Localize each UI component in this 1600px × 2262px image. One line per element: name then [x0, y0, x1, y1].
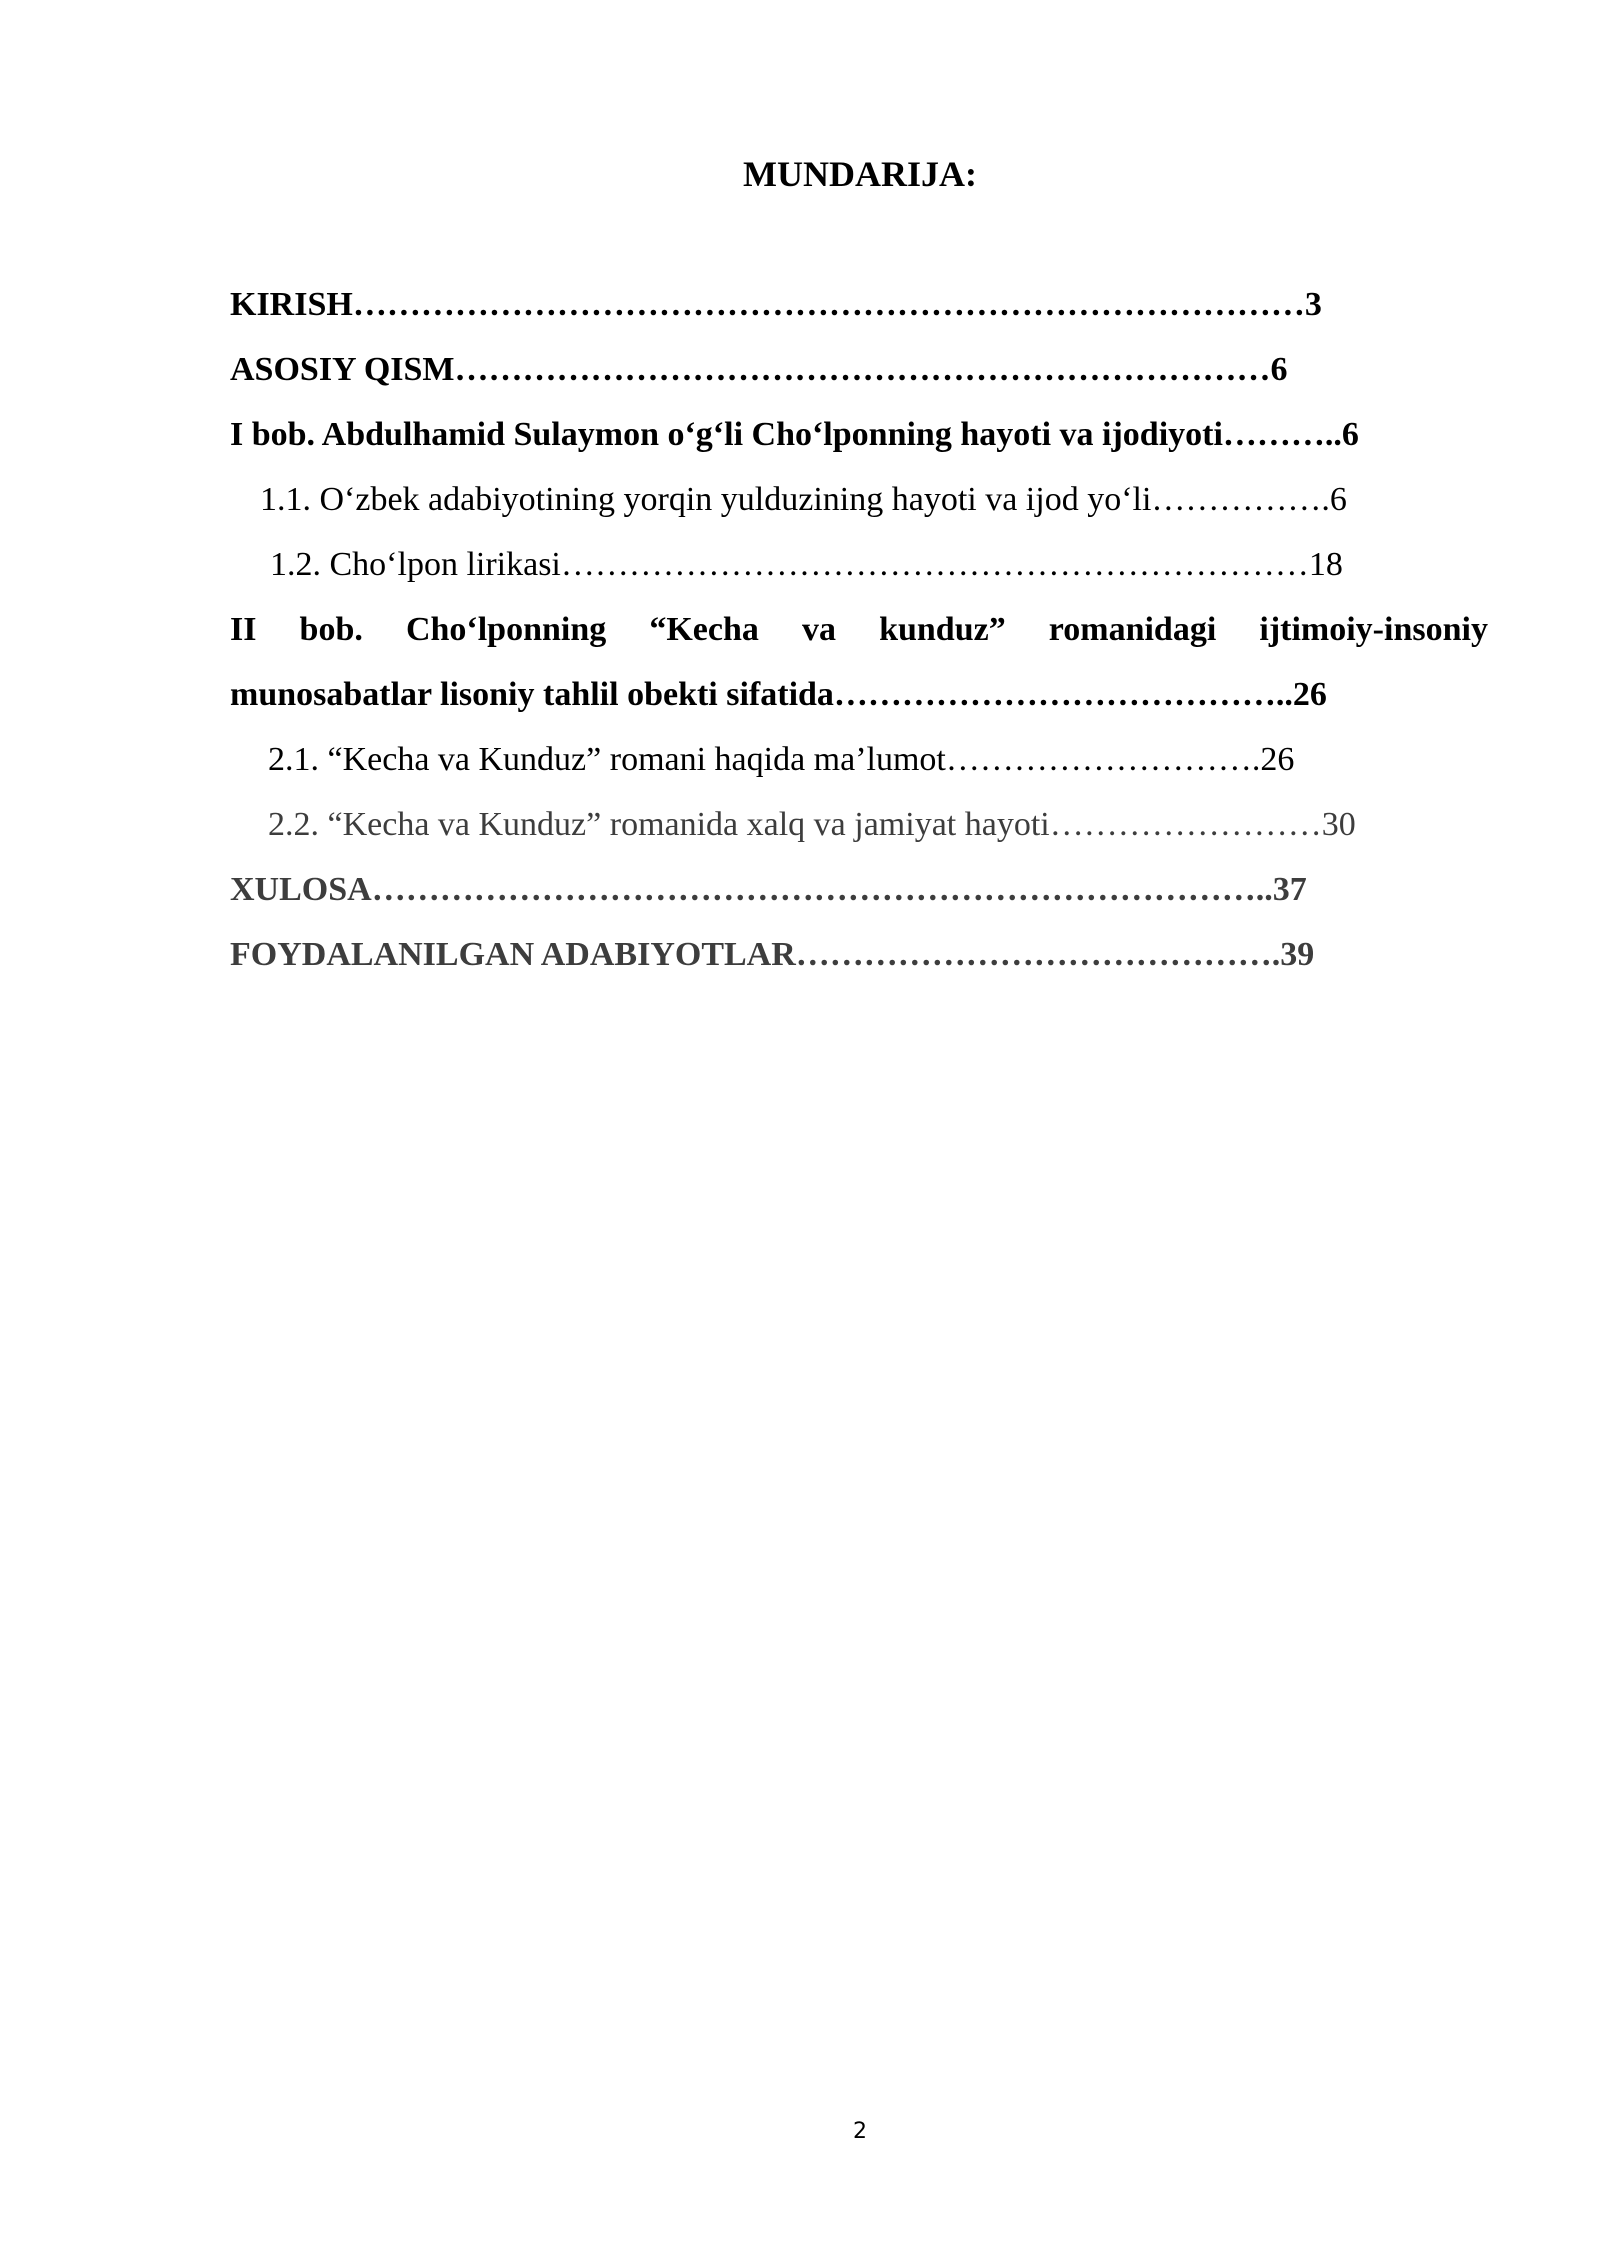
- page-title: MUNDARIJA:: [743, 154, 977, 194]
- toc-word: bob.: [299, 611, 363, 648]
- toc-entry-label: 1.2. Cho‘lpon lirikasi…………………………………………………………18: [270, 546, 1343, 583]
- toc-word: ijtimoiy-insoniy: [1259, 611, 1488, 648]
- toc-entry-asosiy-qism[interactable]: [230, 347, 1488, 412]
- toc-entry-chapter-2-line-2[interactable]: [230, 672, 1488, 737]
- toc-entry-label: 1.1. O‘zbek adabiyotining yorqin yulduzining hayoti va ijod yo‘li…………….6: [260, 481, 1347, 518]
- toc-entry-section-1-1[interactable]: [230, 477, 1488, 542]
- toc-entry-label: 2.2. “Kecha va Kunduz” romanida xalq va jamiyat hayoti……………………30: [268, 806, 1356, 843]
- toc-entry-section-2-2[interactable]: [230, 802, 1488, 867]
- toc-entry-section-2-1[interactable]: [230, 737, 1488, 802]
- toc-entry-label: XULOSA……………………………………………………………………..37: [230, 871, 1307, 908]
- toc-word: Cho‘lponning: [405, 611, 607, 648]
- toc-entry-foydalanilgan-adabiyotlar[interactable]: [230, 932, 1488, 997]
- page-number: 2: [853, 2119, 867, 2144]
- toc-entry-label: ASOSIY QISM………………………………………………………………6: [230, 351, 1288, 388]
- toc-entry-chapter-2-line-1[interactable]: [230, 607, 1488, 672]
- toc-entry-label: KIRISH…………………………………………………………………………3: [230, 286, 1322, 323]
- toc-word: “Kecha: [649, 611, 759, 648]
- toc-entry-label: I bob. Abdulhamid Sulaymon o‘g‘li Cho‘lponning hayoti va ijodiyoti………..6: [230, 416, 1359, 453]
- toc-word: romanidagi: [1048, 611, 1217, 648]
- toc-entry-section-1-2[interactable]: [230, 542, 1488, 607]
- table-of-contents: [230, 282, 1488, 997]
- toc-word: va: [801, 611, 836, 648]
- toc-entry-label: munosabatlar lisoniy tahlil obekti sifatida…………………………………..26: [230, 676, 1327, 713]
- toc-entry-xulosa[interactable]: [230, 867, 1488, 932]
- toc-entry-label: 2.1. “Kecha va Kunduz” romani haqida ma’lumot……………………….26: [268, 741, 1295, 778]
- toc-entry-kirish[interactable]: [230, 282, 1488, 347]
- toc-entry-label: FOYDALANILGAN ADABIYOTLAR…………………………………….39: [230, 936, 1315, 973]
- toc-word: II: [230, 611, 257, 648]
- toc-word: kunduz”: [879, 611, 1006, 648]
- toc-entry-chapter-1[interactable]: [230, 412, 1488, 477]
